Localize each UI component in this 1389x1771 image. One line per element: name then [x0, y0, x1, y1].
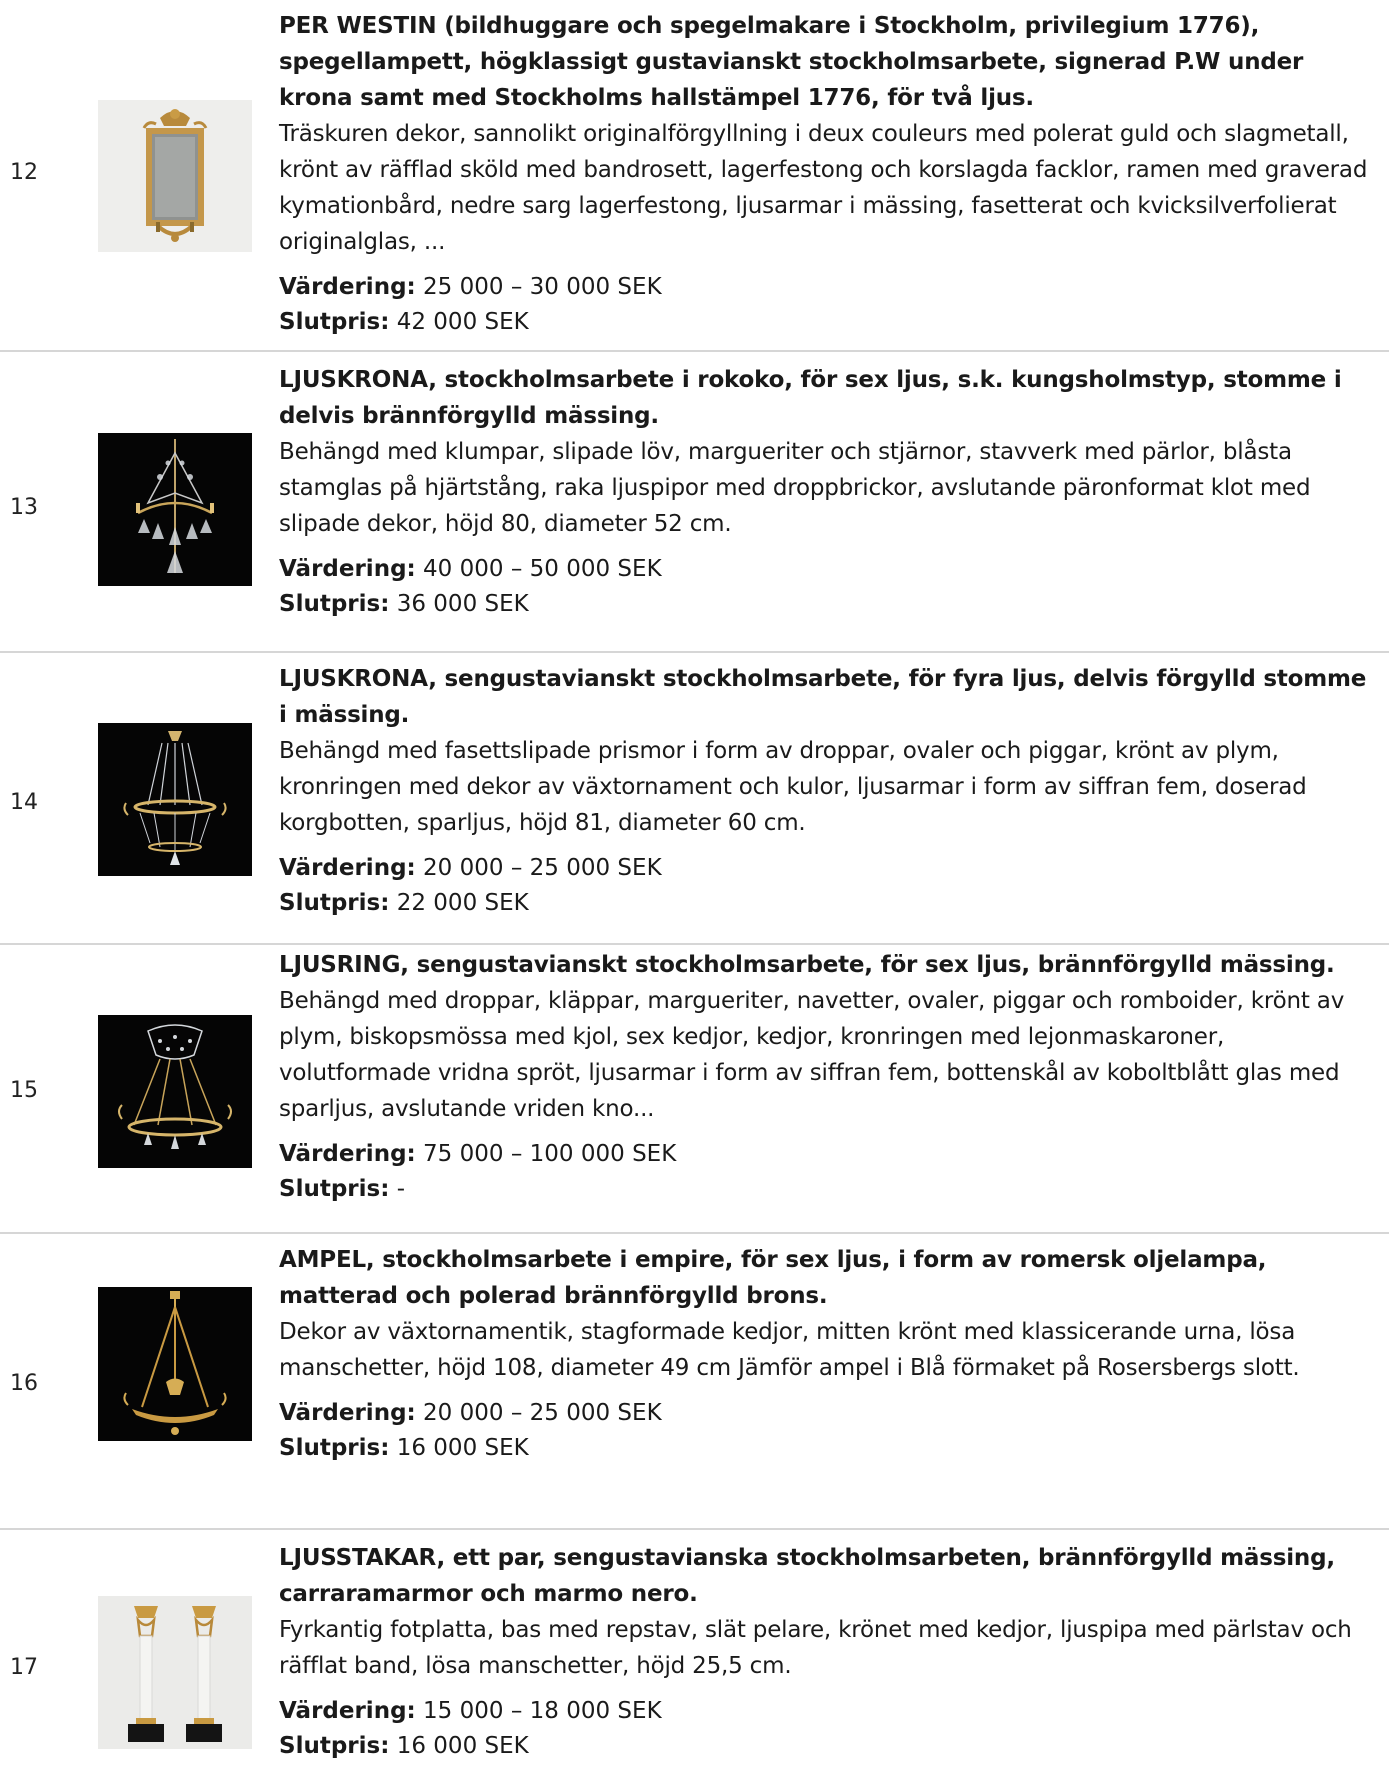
- valuation-label: Värdering:: [279, 855, 416, 881]
- lot-number: 14: [10, 790, 38, 815]
- lot-details: [279, 1540, 1379, 1764]
- lot-description: Behängd med droppar, kläppar, margueriter, navetter, ovaler, piggar och romboider, krönt av plym, biskopsmössa med kjol, sex kedjor, kedjor, kronringen med lejonmaskaroner, volutformade vridna spröt, ljusarmar i form av siffran fem, bottenskål av koboltblått glas med sparljus, avslutande vriden kno...: [279, 988, 1345, 1122]
- lot-number: 15: [10, 1078, 38, 1103]
- lot-final-price: [279, 1729, 1379, 1764]
- valuation-label: Värdering:: [279, 274, 416, 300]
- final-price-label: Slutpris:: [279, 890, 390, 916]
- crystal-chandelier-image[interactable]: [98, 433, 252, 586]
- lot-details: [279, 661, 1379, 921]
- crystal-chandelier-image[interactable]: [98, 723, 252, 876]
- final-price-label: Slutpris:: [279, 1435, 390, 1461]
- lot-final-price: [279, 305, 1379, 340]
- final-price-label: Slutpris:: [279, 591, 390, 617]
- lot-details: [279, 1242, 1379, 1466]
- valuation-value: 75 000 – 100 000 SEK: [423, 1141, 677, 1167]
- lot-number: 16: [10, 1371, 38, 1396]
- final-price-value: 22 000 SEK: [396, 890, 529, 916]
- lot-valuation: [279, 851, 1379, 886]
- lot-final-price: [279, 886, 1379, 921]
- empire-hanging-lamp-image[interactable]: [98, 1287, 252, 1441]
- final-price-label: Slutpris:: [279, 1176, 390, 1202]
- lot-title[interactable]: PER WESTIN (bildhuggare och spegelmakare i Stockholm, privilegium 1776), spegellampett, högklassigt gustavianskt stockholmsarbete, signerad P.W under krona samt med Stockholms hallstämpel 1776, för två ljus.: [279, 13, 1304, 111]
- lot-row[interactable]: [0, 653, 1389, 945]
- lot-number: 12: [10, 160, 38, 185]
- lot-final-price: [279, 587, 1379, 622]
- lot-row[interactable]: [0, 1234, 1389, 1530]
- valuation-label: Värdering:: [279, 1698, 416, 1724]
- valuation-value: 20 000 – 25 000 SEK: [423, 855, 662, 881]
- valuation-value: 25 000 – 30 000 SEK: [423, 274, 662, 300]
- final-price-value: 36 000 SEK: [396, 591, 529, 617]
- valuation-value: 15 000 – 18 000 SEK: [423, 1698, 662, 1724]
- lot-details: [279, 8, 1379, 340]
- final-price-value: 16 000 SEK: [396, 1733, 529, 1759]
- valuation-label: Värdering:: [279, 1141, 416, 1167]
- lot-valuation: [279, 552, 1379, 587]
- valuation-value: 20 000 – 25 000 SEK: [423, 1400, 662, 1426]
- lot-description: Fyrkantig fotplatta, bas med repstav, slät pelare, krönet med kedjor, ljuspipa med pärlstav och räfflat band, lösa manschetter, höjd 25,5 cm.: [279, 1617, 1352, 1679]
- lot-number: 17: [10, 1655, 38, 1680]
- lot-title[interactable]: LJUSSTAKAR, ett par, sengustavianska stockholmsarbeten, brännförgylld mässing, carraramarmor och marmo nero.: [279, 1545, 1335, 1607]
- lot-title[interactable]: LJUSKRONA, stockholmsarbete i rokoko, för sex ljus, s.k. kungsholmstyp, stomme i delvis brännförgylld mässing.: [279, 367, 1342, 429]
- light-ring-chandelier-image[interactable]: [98, 1015, 252, 1168]
- final-price-value: 16 000 SEK: [396, 1435, 529, 1461]
- marble-candlesticks-image[interactable]: [98, 1596, 252, 1749]
- lot-row[interactable]: [0, 945, 1389, 1234]
- lot-row[interactable]: [0, 352, 1389, 653]
- gilded-mirror-sconce-image[interactable]: [98, 100, 252, 252]
- lot-valuation: [279, 270, 1379, 305]
- lot-final-price: [279, 1172, 1379, 1207]
- valuation-value: 40 000 – 50 000 SEK: [423, 556, 662, 582]
- final-price-label: Slutpris:: [279, 309, 390, 335]
- lot-title[interactable]: AMPEL, stockholmsarbete i empire, för sex ljus, i form av romersk oljelampa, matterad och polerad brännförgylld brons.: [279, 1247, 1267, 1309]
- lot-details: [279, 947, 1379, 1207]
- lot-title[interactable]: LJUSRING, sengustavianskt stockholmsarbete, för sex ljus, brännförgylld mässing.: [279, 952, 1335, 978]
- valuation-label: Värdering:: [279, 1400, 416, 1426]
- valuation-label: Värdering:: [279, 556, 416, 582]
- lot-title[interactable]: LJUSKRONA, sengustavianskt stockholmsarbete, för fyra ljus, delvis förgylld stomme i mässing.: [279, 666, 1367, 728]
- lot-row[interactable]: [0, 1530, 1389, 1771]
- lot-description: Dekor av växtornamentik, stagformade kedjor, mitten krönt med klassicerande urna, lösa manschetter, höjd 108, diameter 49 cm Jämför ampel i Blå förmaket på Rosersbergs slott.: [279, 1319, 1300, 1381]
- lot-valuation: [279, 1137, 1379, 1172]
- lot-details: [279, 362, 1379, 622]
- lot-description: Behängd med fasettslipade prismor i form av droppar, ovaler och piggar, krönt av plym, kronringen med dekor av växtornament och kulor, ljusarmar i form av siffran fem, doserad korgbotten, sparljus, höjd 81, diameter 60 cm.: [279, 738, 1307, 836]
- lot-valuation: [279, 1694, 1379, 1729]
- lot-final-price: [279, 1431, 1379, 1466]
- lot-number: 13: [10, 495, 38, 520]
- final-price-value: -: [396, 1176, 406, 1202]
- lot-description: Träskuren dekor, sannolikt originalförgyllning i deux couleurs med polerat guld och slagmetall, krönt av räfflad sköld med bandrosett, lagerfestong och korslagda facklor, ramen med graverad kymationbård, nedre sarg lagerfestong, ljusarmar i mässing, fasetterat och kvicksilverfolierat originalglas, ...: [279, 121, 1368, 255]
- lot-description: Behängd med klumpar, slipade löv, margueriter och stjärnor, stavverk med pärlor, blåsta stamglas på hjärtstång, raka ljuspipor med droppbrickor, avslutande päronformat klot med slipade dekor, höjd 80, diameter 52 cm.: [279, 439, 1311, 537]
- lot-valuation: [279, 1396, 1379, 1431]
- final-price-label: Slutpris:: [279, 1733, 390, 1759]
- lot-row[interactable]: [0, 0, 1389, 352]
- final-price-value: 42 000 SEK: [396, 309, 529, 335]
